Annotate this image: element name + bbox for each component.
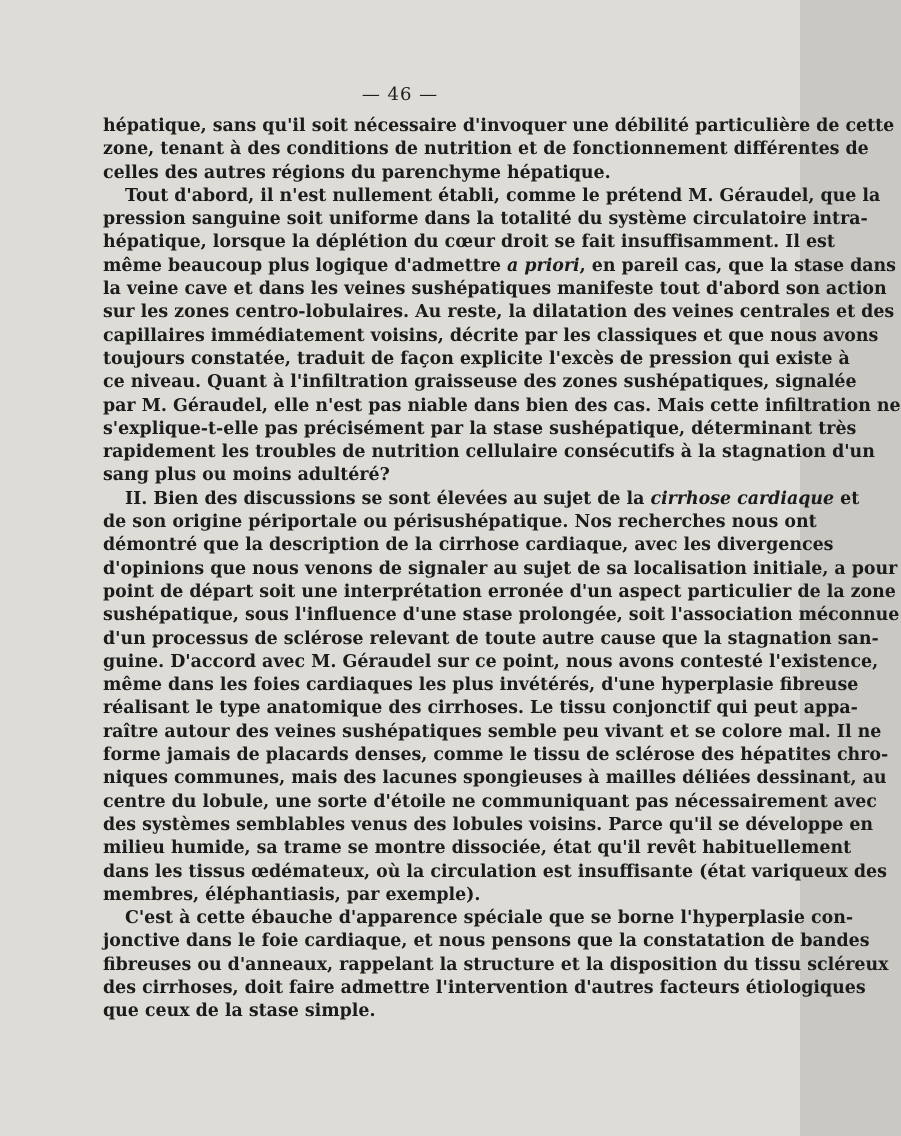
- body-text: [103, 115, 901, 1024]
- text-line: guine. D'accord avec M. Géraudel sur ce point, nous avons contesté l'existence,: [103, 651, 879, 672]
- paragraph-p2: [103, 185, 901, 488]
- page-number: — 46 —: [361, 84, 439, 105]
- text-line: point de départ soit une interprétation erronée d'un aspect particulier de la zone: [103, 581, 896, 602]
- text-line: même beaucoup plus logique d'admettre a priori, en pareil cas, que la stase dans: [103, 255, 896, 276]
- text-line: dans les tissus œdémateux, où la circulation est insuffisante (état variqueux des: [103, 861, 887, 882]
- text-line: zone, tenant à des conditions de nutrition et de fonctionnement différentes de: [103, 139, 869, 160]
- text-line: la veine cave et dans les veines sushépatiques manifeste tout d'abord son action: [103, 279, 887, 300]
- text-line: Tout d'abord, il n'est nullement établi, comme le prétend M. Géraudel, que la: [125, 185, 881, 206]
- text-line: pression sanguine soit uniforme dans la totalité du système circulatoire intra-: [103, 209, 868, 230]
- paragraph-p4: [103, 907, 889, 1023]
- text-line: réalisant le type anatomique des cirrhoses. Le tissu conjonctif qui peut appa-: [103, 698, 858, 719]
- text-line: des systèmes semblables venus des lobules voisins. Parce qu'il se développe en: [103, 814, 874, 835]
- text-line: II. Bien des discussions se sont élevées au sujet de la cirrhose cardiaque et: [125, 488, 860, 509]
- text-line: démontré que la description de la cirrhose cardiaque, avec les divergences: [103, 535, 834, 556]
- text-line: fibreuses ou d'anneaux, rappelant la structure et la disposition du tissu scléreux: [103, 954, 889, 975]
- text-line: membres, éléphantiasis, par exemple).: [103, 884, 481, 905]
- text-line: milieu humide, sa trame se montre dissociée, état qu'il revêt habituellement: [103, 838, 852, 859]
- text-line: d'un processus de sclérose relevant de toute autre cause que la stagnation san-: [103, 628, 879, 649]
- text-line: raître autour des veines sushépatiques semble peu vivant et se colore mal. Il ne: [103, 721, 882, 742]
- text-line: sur les zones centro-lobulaires. Au reste, la dilatation des veines centrales et des: [103, 302, 895, 323]
- text-line: de son origine périportale ou périsushépatique. Nos recherches nous ont: [103, 512, 817, 533]
- text-line: forme jamais de placards denses, comme le tissu de sclérose des hépatites chro-: [103, 745, 889, 766]
- text-line: toujours constatée, traduit de façon explicite l'excès de pression qui existe à: [103, 348, 850, 369]
- text-line: ce niveau. Quant à l'infiltration graisseuse des zones sushépatiques, signalée: [103, 372, 857, 393]
- text-line: sushépatique, sous l'influence d'une stase prolongée, soit l'association méconnue: [103, 605, 900, 626]
- text-line: niques communes, mais des lacunes spongieuses à mailles déliées dessinant, au: [103, 768, 887, 789]
- text-line: C'est à cette ébauche d'apparence spéciale que se borne l'hyperplasie con-: [125, 908, 854, 929]
- text-line: centre du lobule, une sorte d'étoile ne communiquant pas nécessairement avec: [103, 791, 877, 812]
- paragraph-p3: [103, 488, 900, 907]
- text-line: hépatique, sans qu'il soit nécessaire d'invoquer une débilité particulière de cette: [103, 116, 895, 136]
- text-line: celles des autres régions du parenchyme hépatique.: [103, 162, 611, 183]
- text-line: des cirrhoses, doit faire admettre l'intervention d'autres facteurs étiologiques: [103, 977, 866, 998]
- text-line: d'opinions que nous venons de signaler au sujet de sa localisation initiale, a pour: [103, 558, 898, 579]
- text-line: jonctive dans le foie cardiaque, et nous pensons que la constatation de bandes: [103, 931, 870, 952]
- text-line: s'explique-t-elle pas précisément par la stase sushépatique, déterminant très: [103, 418, 857, 439]
- text-line: que ceux de la stase simple.: [103, 1001, 376, 1022]
- paragraph-p1: [103, 115, 895, 185]
- text-line: hépatique, lorsque la déplétion du cœur droit se fait insuffisamment. Il est: [103, 232, 835, 253]
- text-line: sang plus ou moins adultéré?: [103, 465, 390, 486]
- text-line: même dans les foies cardiaques les plus invétérés, d'une hyperplasie fibreuse: [103, 675, 859, 696]
- text-line: rapidement les troubles de nutrition cellulaire consécutifs à la stagnation d'un: [103, 442, 875, 463]
- text-line: capillaires immédiatement voisins, décrite par les classiques et que nous avons: [103, 325, 879, 346]
- text-line: par M. Géraudel, elle n'est pas niable dans bien des cas. Mais cette infiltration ne: [103, 395, 901, 416]
